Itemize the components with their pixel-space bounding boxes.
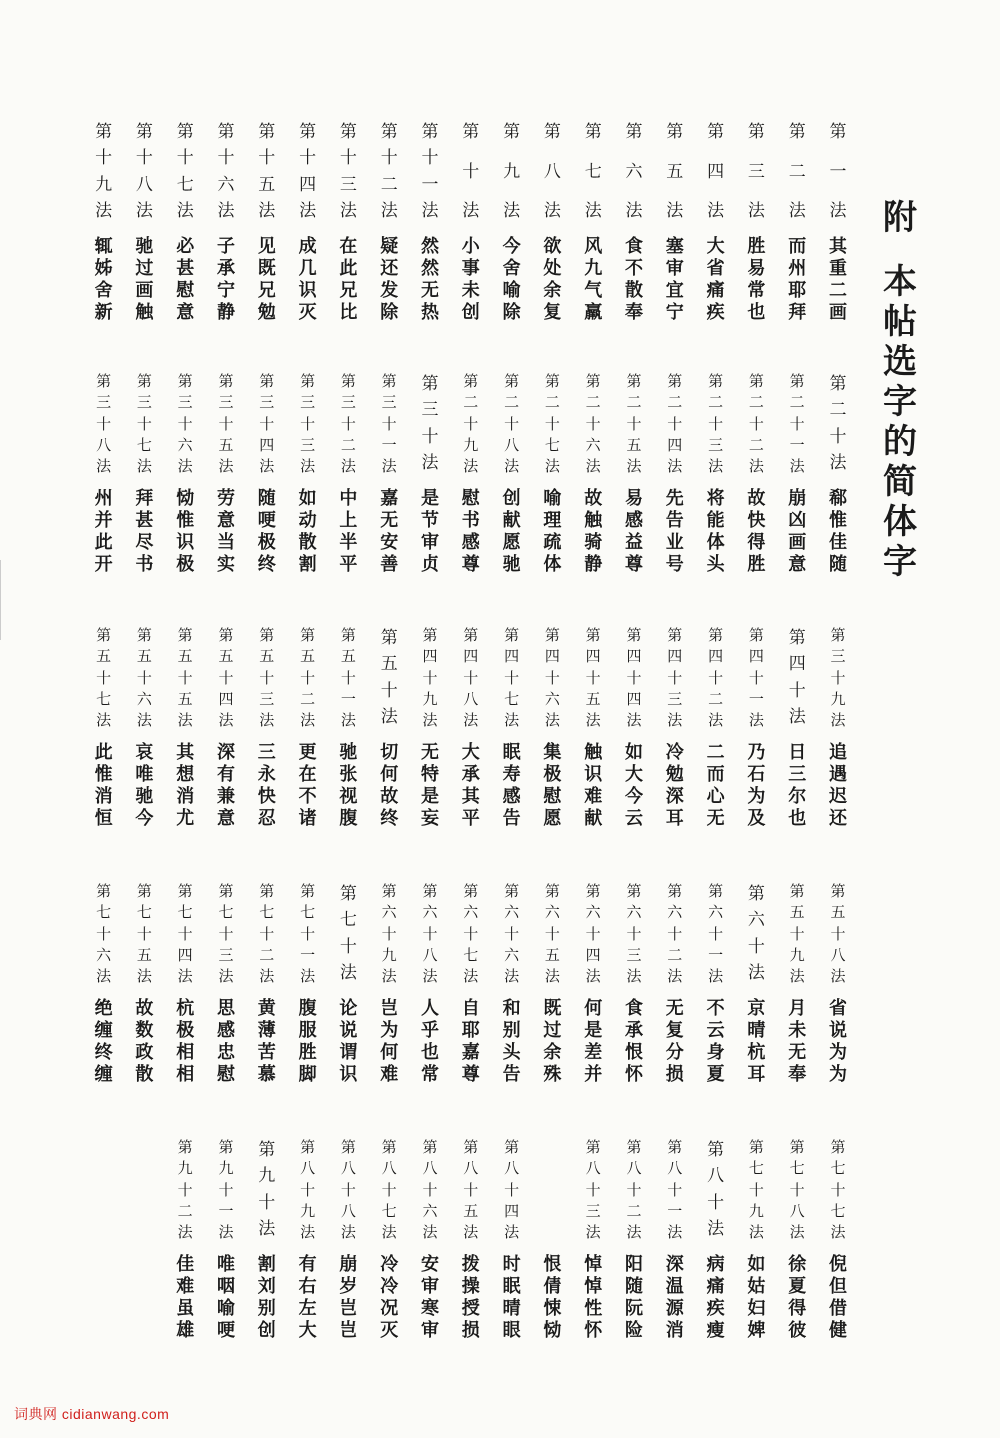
rule-characters: 然 然 无 热 (421, 236, 439, 323)
rule-label: 第 二 十 九 法 (463, 372, 479, 475)
entry-column (256, 374, 278, 576)
entry-column (541, 374, 563, 576)
rule-characters: 慰 书 感 尊 (461, 488, 480, 575)
rule-label: 第 六 十 二 法 (667, 882, 683, 985)
entry-column (419, 884, 441, 1086)
entry-column (93, 374, 115, 576)
rule-characters: 创 献 愿 驰 (502, 488, 521, 575)
rule-characters: 如 姑 妇 婢 (747, 1254, 766, 1341)
appendix-title (880, 262, 920, 582)
rule-label: 第 七 法 (584, 122, 602, 221)
entry-column (419, 374, 441, 576)
rule-characters: 更 在 不 诸 (298, 742, 317, 829)
rule-characters: 恨 倩 悚 恸 (543, 1254, 562, 1341)
entry-column (378, 1140, 400, 1342)
rule-characters: 其 想 消 尤 (176, 742, 195, 829)
rule-characters: 拨 操 授 损 (461, 1254, 480, 1341)
rule-characters: 喻 理 疏 体 (543, 488, 562, 575)
entry-column (337, 1140, 359, 1342)
entry-column (133, 884, 155, 1086)
rule-characters: 绝 缠 终 缠 (94, 998, 113, 1085)
rule-label: 第 三 十 二 法 (340, 372, 356, 475)
entry-column (745, 1140, 767, 1342)
rule-characters: 安 审 寒 审 (421, 1254, 439, 1341)
rule-characters: 深 温 源 消 (665, 1254, 684, 1341)
rule-label: 第 七 十 一 法 (300, 882, 316, 985)
title-char: 字 (883, 382, 917, 422)
entry-column (501, 374, 523, 576)
rule-characters: 辄 姊 舍 新 (94, 236, 113, 323)
entry-column (582, 374, 604, 576)
entry-column (133, 628, 155, 830)
entry-column (297, 1140, 319, 1342)
rule-label: 第 八 法 (543, 122, 561, 221)
rule-characters: 先 告 业 号 (665, 488, 684, 575)
rule-label: 第 四 十 一 法 (748, 626, 764, 729)
rule-label: 第 九 十 二 法 (177, 1138, 193, 1241)
entry-column (582, 884, 604, 1086)
rule-characters: 随 哽 极 终 (257, 488, 276, 575)
rule-characters: 食 承 恨 怀 (625, 998, 643, 1085)
rule-characters: 冷 勉 深 耳 (665, 742, 684, 829)
rule-label: 第 四 十 五 法 (585, 626, 601, 729)
entry-column (745, 122, 767, 324)
rule-label: 第 八 十 八 法 (340, 1138, 356, 1241)
rule-characters: 将 能 体 头 (706, 488, 725, 575)
rule-label: 第 三 十 六 法 (177, 372, 193, 475)
entry-column (541, 628, 563, 830)
rule-label: 第 三 十 四 法 (259, 372, 275, 475)
entry-column (460, 628, 482, 830)
rule-label: 第 九 法 (503, 122, 521, 221)
rule-characters: 京 晴 杭 耳 (747, 998, 766, 1085)
rule-label: 第 八 十 五 法 (463, 1138, 479, 1241)
entry-column (745, 884, 767, 1086)
rule-label: 第 七 十 七 法 (830, 1138, 846, 1241)
rule-label: 第 八 十 法 (707, 1140, 725, 1239)
rule-characters: 今 舍 喻 除 (502, 236, 521, 323)
rule-label: 第 二 十 四 法 (667, 372, 683, 475)
rule-characters: 腹 服 胜 脚 (298, 998, 317, 1085)
rule-characters: 欲 处 余 复 (543, 236, 562, 323)
entry-column (297, 884, 319, 1086)
rule-label: 第 六 十 一 法 (708, 882, 724, 985)
entry-column (93, 628, 115, 830)
rule-characters: 何 是 差 并 (584, 998, 603, 1085)
title-char: 简 (883, 462, 917, 502)
rule-characters: 崩 凶 画 意 (788, 488, 807, 575)
entry-column (460, 1140, 482, 1342)
rule-label: 第 六 十 六 法 (504, 882, 520, 985)
rule-label: 第 十 六 法 (217, 122, 235, 221)
rule-characters: 中 上 半 平 (339, 488, 358, 575)
rule-label: 第 二 十 法 (829, 374, 847, 473)
rule-label: 第 六 十 法 (747, 884, 765, 983)
rule-label: 第 五 十 法 (380, 628, 398, 727)
page-edge (0, 560, 1, 640)
rule-characters: 见 既 兄 勉 (257, 236, 276, 323)
rule-label: 第 十 九 法 (95, 122, 113, 221)
rule-characters: 杭 极 相 相 (176, 998, 195, 1085)
rule-characters: 徐 夏 得 彼 (788, 1254, 807, 1341)
rule-characters: 倪 但 借 健 (829, 1254, 847, 1341)
rule-characters: 阳 随 阮 险 (625, 1254, 643, 1341)
rule-label: 第 五 十 五 法 (177, 626, 193, 729)
rule-characters: 成 几 识 灭 (298, 236, 317, 323)
entry-column (745, 628, 767, 830)
rule-characters: 思 感 忠 慰 (217, 998, 235, 1085)
entry-column (174, 374, 196, 576)
rule-characters: 在 此 兄 比 (339, 236, 358, 323)
entry-column (133, 374, 155, 576)
rule-characters: 风 九 气 羸 (584, 236, 603, 323)
rule-label: 第 四 十 三 法 (667, 626, 683, 729)
rule-label: 第 三 十 法 (421, 374, 439, 473)
entry-column (705, 1140, 727, 1342)
rule-characters: 大 省 痛 疾 (706, 236, 725, 323)
entry-column (664, 374, 686, 576)
rule-characters: 悼 悼 性 怀 (584, 1254, 603, 1341)
rule-characters: 易 感 益 尊 (625, 488, 643, 575)
entry-column (664, 1140, 686, 1342)
entry-column (378, 374, 400, 576)
rule-characters: 郗 惟 佳 随 (829, 488, 847, 575)
entry-column (174, 1140, 196, 1342)
rule-label: 第 三 十 一 法 (381, 372, 397, 475)
entry-column (664, 628, 686, 830)
entry-column (786, 884, 808, 1086)
entry-column (93, 884, 115, 1086)
appendix-heading (880, 198, 920, 582)
rule-label: 第 三 十 三 法 (300, 372, 316, 475)
rule-characters: 崩 岁 岂 岂 (339, 1254, 358, 1341)
entry-column (705, 628, 727, 830)
rule-characters: 子 承 宁 静 (217, 236, 235, 323)
rule-label: 第 二 十 三 法 (708, 372, 724, 475)
rule-label: 第 四 法 (707, 122, 725, 221)
rule-characters: 必 甚 慰 意 (176, 236, 195, 323)
appendix-prefix: 附 (883, 198, 917, 238)
rule-characters: 州 并 此 开 (94, 488, 113, 575)
entry-column (215, 1140, 237, 1342)
entry-column (215, 374, 237, 576)
entry-column (297, 122, 319, 324)
rule-characters: 如 大 今 云 (625, 742, 643, 829)
rule-label: 第 八 十 三 法 (585, 1138, 601, 1241)
rule-characters: 乃 石 为 及 (747, 742, 766, 829)
rule-label: 第 四 十 二 法 (708, 626, 724, 729)
rule-label: 第 八 十 七 法 (381, 1138, 397, 1241)
rule-label: 第 五 十 七 法 (96, 626, 112, 729)
rule-label: 第 五 十 八 法 (830, 882, 846, 985)
rule-characters: 割 刘 别 创 (257, 1254, 276, 1341)
rule-characters: 疑 还 发 除 (380, 236, 399, 323)
entry-column (582, 122, 604, 324)
entry-column (174, 122, 196, 324)
entry-column (623, 628, 645, 830)
rule-label: 第 三 十 五 法 (218, 372, 234, 475)
rule-label: 第 十 法 (462, 122, 480, 221)
rule-characters: 其 重 二 画 (829, 236, 847, 323)
rule-label: 第 八 十 二 法 (626, 1138, 642, 1241)
rule-label: 第 十 四 法 (299, 122, 317, 221)
rule-label: 第 十 二 法 (380, 122, 398, 221)
title-char: 帖 (883, 302, 917, 342)
entry-column (501, 1140, 523, 1342)
rule-label: 第 五 十 九 法 (789, 882, 805, 985)
rule-characters: 恸 惟 识 极 (176, 488, 195, 575)
rule-label: 第 七 十 六 法 (96, 882, 112, 985)
entry-column (419, 628, 441, 830)
rule-label: 第 八 十 四 法 (504, 1138, 520, 1241)
rule-characters: 哀 唯 驰 今 (135, 742, 154, 829)
rule-characters: 论 说 谓 识 (339, 998, 358, 1085)
rule-characters: 二 而 心 无 (706, 742, 725, 829)
rule-label: 第 三 十 七 法 (136, 372, 152, 475)
entry-column (582, 1140, 604, 1342)
rule-label: 第 二 十 二 法 (748, 372, 764, 475)
rule-label: 第 十 一 法 (421, 122, 439, 221)
watermark-footer: 词典网 cidianwang.com (14, 1406, 170, 1422)
rule-label: 第 七 十 三 法 (218, 882, 234, 985)
entry-column (419, 122, 441, 324)
rule-characters: 触 识 难 献 (584, 742, 603, 829)
rule-label: 第 五 十 四 法 (218, 626, 234, 729)
rule-characters: 切 何 故 终 (380, 742, 399, 829)
rule-characters: 佳 难 虽 雄 (176, 1254, 195, 1341)
rule-label: 第 七 十 五 法 (136, 882, 152, 985)
title-char: 本 (883, 262, 917, 302)
rule-characters: 时 眠 晴 眼 (502, 1254, 521, 1341)
entry-column (337, 884, 359, 1086)
rule-label: 第 四 十 法 (788, 628, 806, 727)
rule-label: 第 四 十 六 法 (544, 626, 560, 729)
title-char: 选 (883, 342, 917, 382)
rule-characters: 故 触 骑 静 (584, 488, 603, 575)
entry-column (745, 374, 767, 576)
rule-label: 第 四 十 八 法 (463, 626, 479, 729)
rule-characters: 病 痛 疾 瘦 (706, 1254, 725, 1341)
rule-characters: 省 说 为 为 (829, 998, 847, 1085)
rule-label: 第 六 十 四 法 (585, 882, 601, 985)
entry-column (623, 884, 645, 1086)
entry-column (419, 1140, 441, 1342)
rule-label: 第 三 十 八 法 (96, 372, 112, 475)
entry-column (337, 122, 359, 324)
rule-characters: 小 事 未 创 (461, 236, 480, 323)
entry-column (174, 628, 196, 830)
entry-column (623, 374, 645, 576)
rule-characters: 食 不 散 奉 (625, 236, 643, 323)
entry-column (541, 1140, 563, 1342)
entry-column (133, 122, 155, 324)
entry-column (215, 628, 237, 830)
entry-column (786, 374, 808, 576)
rule-characters: 深 有 兼 意 (217, 742, 235, 829)
rule-label: 第 八 十 六 法 (422, 1138, 438, 1241)
rule-label: 第 八 十 一 法 (667, 1138, 683, 1241)
rule-label: 第 三 法 (747, 122, 765, 221)
rule-characters: 无 复 分 损 (665, 998, 684, 1085)
rule-label: 第 六 十 七 法 (463, 882, 479, 985)
rule-label: 第 二 十 一 法 (789, 372, 805, 475)
rule-label: 第 六 法 (625, 122, 643, 221)
entry-column (501, 884, 523, 1086)
rule-label: 第 十 七 法 (176, 122, 194, 221)
title-char: 的 (883, 422, 917, 462)
entry-column (256, 1140, 278, 1342)
rule-characters: 黄 薄 苦 慕 (257, 998, 276, 1085)
rule-label: 第 六 十 三 法 (626, 882, 642, 985)
entry-column (664, 884, 686, 1086)
rule-characters: 不 云 身 夏 (706, 998, 725, 1085)
entry-column (337, 374, 359, 576)
entry-column (541, 884, 563, 1086)
rule-characters: 劳 意 当 实 (217, 488, 235, 575)
rule-characters: 月 未 无 奉 (788, 998, 807, 1085)
entry-column (378, 884, 400, 1086)
rule-characters: 唯 咽 喻 哽 (217, 1254, 235, 1341)
entry-column (215, 884, 237, 1086)
rule-label: 第 八 十 九 法 (300, 1138, 316, 1241)
rule-characters: 塞 审 宜 宁 (665, 236, 684, 323)
rule-characters: 此 惟 消 恒 (94, 742, 113, 829)
rule-characters: 冷 冷 况 灭 (380, 1254, 399, 1341)
rule-characters: 三 永 快 忍 (257, 742, 276, 829)
entry-column (337, 628, 359, 830)
entry-column (623, 122, 645, 324)
rule-label: 第 六 十 八 法 (422, 882, 438, 985)
rule-characters: 日 三 尔 也 (788, 742, 807, 829)
entry-column (297, 628, 319, 830)
entry-column (623, 1140, 645, 1342)
rule-characters: 有 右 左 大 (298, 1254, 317, 1341)
entry-column (174, 884, 196, 1086)
rule-characters: 嘉 无 安 善 (380, 488, 399, 575)
rule-label: 第 十 八 法 (135, 122, 153, 221)
rule-label: 第 七 十 四 法 (177, 882, 193, 985)
rule-label: 第 九 十 法 (258, 1140, 276, 1239)
rule-label: 第 七 十 九 法 (748, 1138, 764, 1241)
rule-label: 第 四 十 七 法 (504, 626, 520, 729)
entry-column (786, 1140, 808, 1342)
rule-characters: 驰 张 视 腹 (339, 742, 358, 829)
rule-characters: 如 动 散 割 (298, 488, 317, 575)
rule-characters: 驰 过 画 触 (135, 236, 154, 323)
rule-characters: 故 数 政 散 (135, 998, 154, 1085)
rule-label: 第 六 十 五 法 (544, 882, 560, 985)
entry-column (786, 122, 808, 324)
rule-characters: 岂 为 何 难 (380, 998, 399, 1085)
rule-label: 第 十 三 法 (339, 122, 357, 221)
entry-column (501, 628, 523, 830)
rule-label: 第 五 法 (666, 122, 684, 221)
entry-column (93, 122, 115, 324)
rule-characters: 无 特 是 妄 (421, 742, 439, 829)
entry-column (297, 374, 319, 576)
rule-label: 第 五 十 三 法 (259, 626, 275, 729)
rule-label: 第 三 十 九 法 (830, 626, 846, 729)
rule-characters: 故 快 得 胜 (747, 488, 766, 575)
rule-characters: 人 乎 也 常 (421, 998, 439, 1085)
entry-column (378, 628, 400, 830)
rule-characters: 拜 甚 尽 书 (135, 488, 154, 575)
rule-characters: 而 州 耶 拜 (788, 236, 807, 323)
rule-characters: 大 承 其 平 (461, 742, 480, 829)
title-char: 体 (883, 502, 917, 542)
entry-column (378, 122, 400, 324)
rule-characters: 胜 易 常 也 (747, 236, 766, 323)
rule-label: 第 五 十 一 法 (340, 626, 356, 729)
rule-characters: 和 别 头 告 (502, 998, 521, 1085)
entry-column (827, 628, 849, 830)
rule-label: 第 二 十 八 法 (504, 372, 520, 475)
rule-characters: 既 过 余 殊 (543, 998, 562, 1085)
entry-column (256, 628, 278, 830)
rule-label: 第 五 十 二 法 (300, 626, 316, 729)
rule-characters: 是 节 审 贞 (421, 488, 439, 575)
entry-column (582, 628, 604, 830)
entry-column (460, 374, 482, 576)
entry-column (705, 374, 727, 576)
rule-characters: 追 遇 迟 还 (829, 742, 847, 829)
entry-column (501, 122, 523, 324)
entry-column (827, 884, 849, 1086)
rule-label: 第 二 十 五 法 (626, 372, 642, 475)
rule-label: 第 七 十 法 (339, 884, 357, 983)
entry-column (827, 122, 849, 324)
rule-label: 第 五 十 六 法 (136, 626, 152, 729)
rule-characters: 自 耶 嘉 尊 (461, 998, 480, 1085)
title-char: 字 (883, 542, 917, 582)
rule-label: 第 十 五 法 (258, 122, 276, 221)
rule-label: 第 七 十 八 法 (789, 1138, 805, 1241)
rule-label: 第 六 十 九 法 (381, 882, 397, 985)
entry-column (786, 628, 808, 830)
entry-column (705, 884, 727, 1086)
rule-characters: 集 极 慰 愿 (543, 742, 562, 829)
rule-label: 第 四 十 九 法 (422, 626, 438, 729)
entry-column (664, 122, 686, 324)
entry-column (460, 122, 482, 324)
rule-label: 第 九 十 一 法 (218, 1138, 234, 1241)
entry-column (215, 122, 237, 324)
rule-label: 第 二 十 六 法 (585, 372, 601, 475)
entry-column (256, 884, 278, 1086)
rule-label: 第 四 十 四 法 (626, 626, 642, 729)
entry-column (827, 374, 849, 576)
entry-column (256, 122, 278, 324)
rule-label: 第 一 法 (829, 122, 847, 221)
rule-label: 第 二 法 (788, 122, 806, 221)
entry-column (827, 1140, 849, 1342)
entry-column (705, 122, 727, 324)
rule-label: 第 七 十 二 法 (259, 882, 275, 985)
rule-label: 第 二 十 七 法 (544, 372, 560, 475)
entry-column (460, 884, 482, 1086)
rule-characters: 眠 寿 感 告 (502, 742, 521, 829)
entry-column (541, 122, 563, 324)
